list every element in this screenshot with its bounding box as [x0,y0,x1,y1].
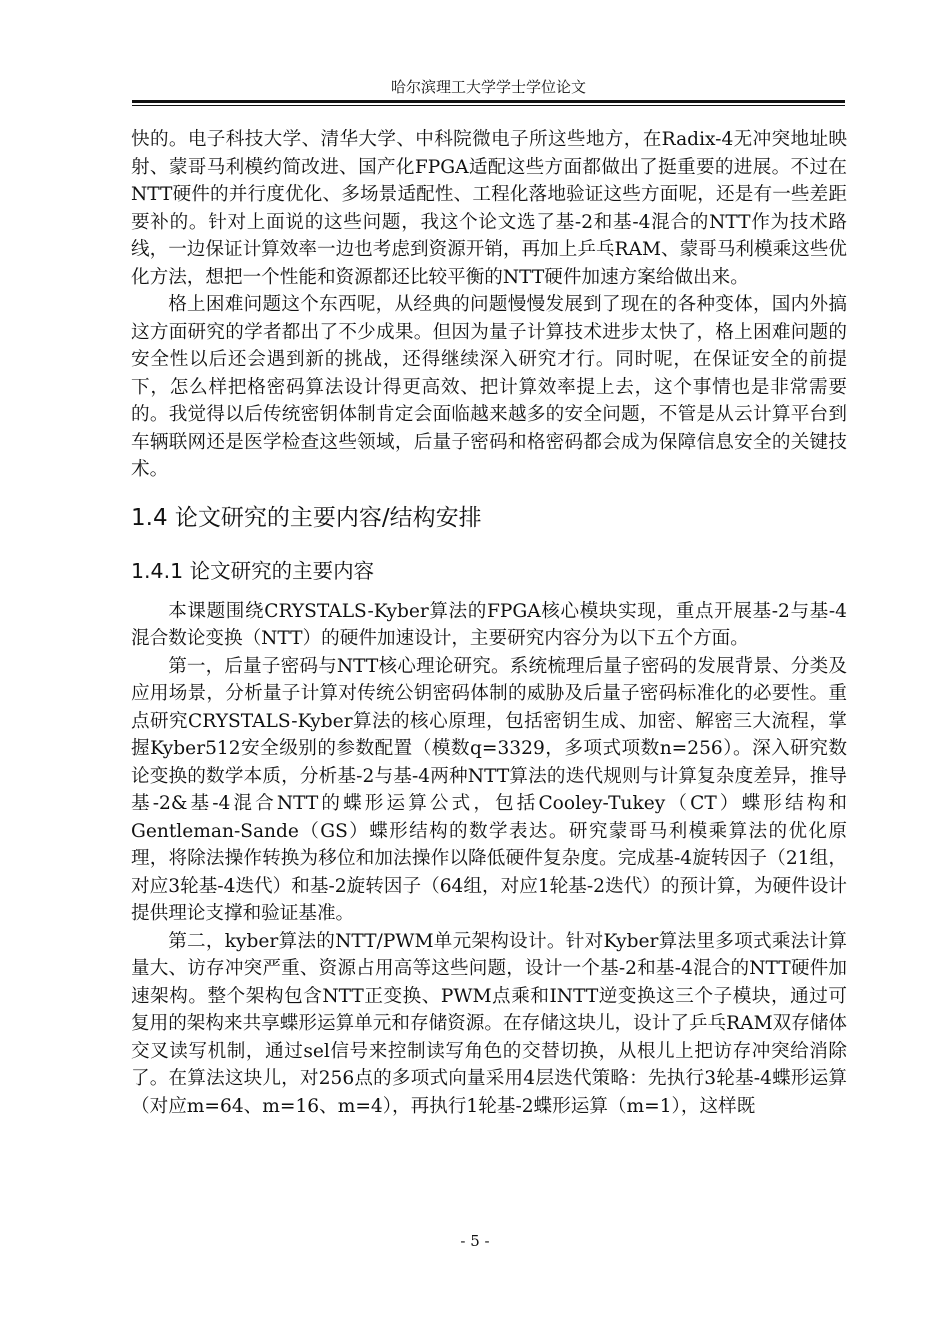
paragraph: 第一，后量子密码与NTT核心理论研究。系统梳理后量子密码的发展背景、分类及应用场景，分析量子计算对传统公钥密码体制的威胁及后量子密码标准化的必要性。重点研究CRYSTALS-Kyber算法的核心原理，包括密钥生成、加密、解密三大流程，掌握Kyber512安全级别的参数配置（模数q=3329，多项式项数n=256）。深入研究数论变换的数学本质，分析基-2与基-4两种NTT算法的迭代规则与计算复杂度差异，推导基-2&基-4混合NTT的蝶形运算公式，包括Cooley-Tukey（CT）蝶形结构和Gentleman-Sande（GS）蝶形结构的数学表达。研究蒙哥马利模乘算法的优化原理，将除法操作转换为移位和加法操作以降低硬件复杂度。完成基-4旋转因子（21组，对应3轮基-4迭代）和基-2旋转因子（64组，对应1轮基-2迭代）的预计算，为硬件设计提供理论支撑和验证基准。 [131,655,847,924]
section-heading: 1.4 论文研究的主要内容/结构安排 [131,504,482,531]
header-rule-thin [132,105,845,106]
paragraph: 格上困难问题这个东西呢，从经典的问题慢慢发展到了现在的各种变体，国内外搞这方面研究的学者都出了不少成果。但因为量子计算技术进步太快了，格上困难问题的安全性以后还会遇到新的挑战，还得继续深入研究才行。同时呢，在保证安全的前提下，怎么样把格密码算法设计得更高效、把计算效率提上去，这个事情也是非常需要的。我觉得以后传统密钥体制肯定会面临越来越多的安全问题，不管是从云计算平台到车辆联网还是医学检查这些领域，后量子密码和格密码都会成为保障信息安全的关键技术。 [131,294,847,480]
header-rule-thick [132,100,845,103]
page-number: - 5 - [460,1232,490,1250]
paragraph: 快的。电子科技大学、清华大学、中科院微电子所这些地方，在Radix-4无冲突地址映射、蒙哥马利模约简改进、国产化FPGA适配这些方面都做出了挺重要的进展。不过在NTT硬件的并行度优化、多场景适配性、工程化落地验证这些方面呢，还是有一些差距要补的。针对上面说的这些问题，我这个论文选了基-2和基-4混合的NTT作为技术路线，一边保证计算效率一边也考虑到资源开销，再加上乒乓RAM、蒙哥马利模乘这些优化方法，想把一个性能和资源都还比较平衡的NTT硬件加速方案给做出来。 [131,129,847,288]
paragraph: 第二，kyber算法的NTT/PWM单元架构设计。针对Kyber算法里多项式乘法计算量大、访存冲突严重、资源占用高等这些问题，设计一个基-2和基-4混合的NTT硬件加速架构。整个架构包含NTT正变换、PWM点乘和INTT逆变换这三个子模块，通过可复用的架构来共享蝶形运算单元和存储资源。在存储这块儿，设计了乒乓RAM双存储体交叉读写机制，通过sel信号来控制读写角色的交替切换，从根儿上把访存冲突给消除了。在算法这块儿，对256点的多项式向量采用4层迭代策略：先执行3轮基-4蝶形运算（对应m=64、m=16、m=4），再执行1轮基-2蝶形运算（m=1），这样既 [131,930,847,1117]
paragraph: 本课题围绕CRYSTALS-Kyber算法的FPGA核心模块实现，重点开展基-2与基-4混合数论变换（NTT）的硬件加速设计，主要研究内容分为以下五个方面。 [131,600,847,649]
page-body [131,126,847,1120]
subsection-heading: 1.4.1 论文研究的主要内容 [131,558,375,583]
running-header: 哈尔滨理工大学学士学位论文 [390,78,586,96]
